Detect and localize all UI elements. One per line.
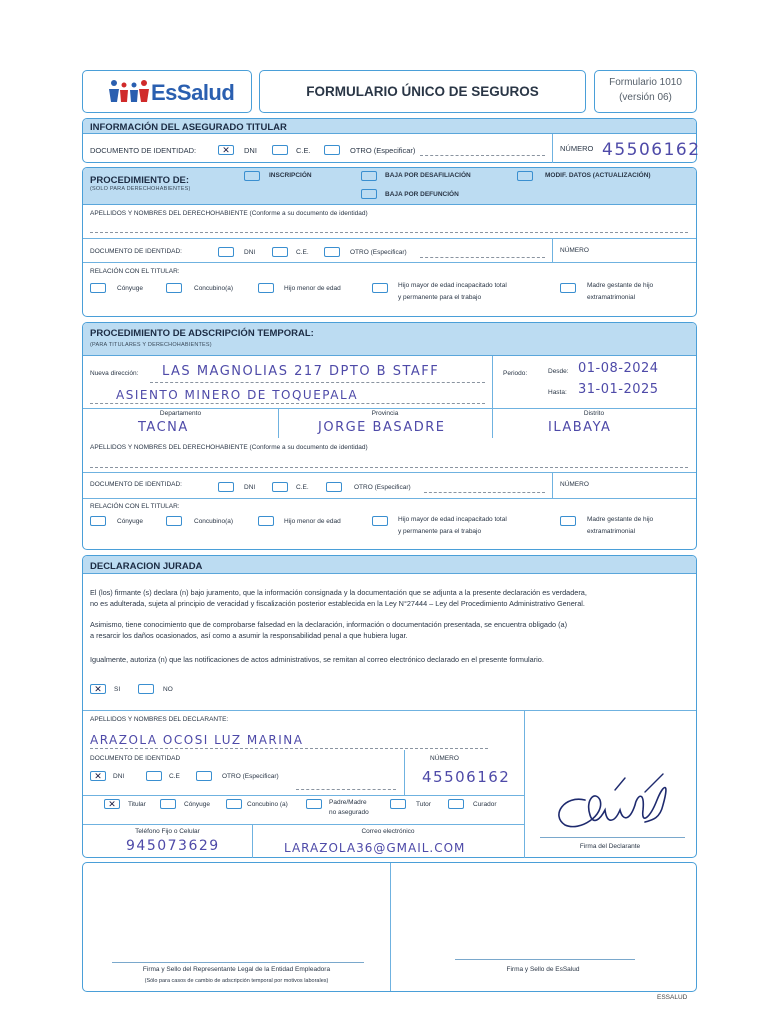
- adscripcion-divider-2: [83, 472, 696, 473]
- modif-datos-checkbox[interactable]: [517, 171, 533, 181]
- footer-text: ESSALUD: [657, 994, 688, 1001]
- rel-padre-checkbox[interactable]: [306, 799, 322, 809]
- proc-conyuge-checkbox[interactable]: [90, 283, 106, 293]
- provincia-label: Provincia: [371, 410, 399, 417]
- titular-doc-label: DOCUMENTO DE IDENTIDAD:: [90, 146, 197, 155]
- form-number-box: [594, 70, 697, 113]
- declarante-otro-label: OTRO (Especificar): [222, 773, 279, 780]
- adsc-otro-label: OTRO (Especificar): [354, 484, 411, 491]
- proc-otro-checkbox[interactable]: [324, 247, 340, 257]
- para1-line-1: El (los) firmante (s) declara (n) bajo juramento, que la información consignada y la documentación que se adjunta a la presente declaración es verdadera,: [90, 588, 587, 597]
- declaracion-paragraph-3: Igualmente, autoriza (n) que las notificaciones de actos administrativos, se remitan al correo electrónico declarado en el presente formulario.: [90, 655, 544, 664]
- rel-titular-label: Titular: [128, 801, 146, 808]
- baja-desafiliacion-label: BAJA POR DESAFILIACIÓN: [385, 172, 471, 179]
- titular-dni-label: DNI: [244, 146, 257, 155]
- declarante-value[interactable]: ARAZOLA OCOSI LUZ MARINA: [90, 733, 304, 747]
- notificaciones-no-checkbox[interactable]: [138, 684, 154, 694]
- desde-label: Desde:: [548, 368, 569, 375]
- adsc-dni-label: DNI: [244, 484, 256, 491]
- para2-line-1: Asimismo, tiene conocimiento que de comprobarse falsedad en la declaración, información o documentación presentada, se encuentra obligado (a): [90, 620, 568, 629]
- procedimiento-section-sub: (SOLO PARA DERECHOHABIENTES): [90, 186, 191, 192]
- proc-otro-line: [420, 257, 545, 258]
- titular-numero-value[interactable]: 45506162: [602, 140, 701, 160]
- rel-tutor-checkbox[interactable]: [390, 799, 406, 809]
- declaracion-divider-1: [83, 710, 696, 711]
- adsc-madre-label-2: extramatrimonial: [587, 528, 636, 535]
- baja-desafiliacion-checkbox[interactable]: [361, 171, 377, 181]
- adsc-ce-checkbox[interactable]: [272, 482, 288, 492]
- declaracion-paragraph-1: [90, 587, 700, 609]
- proc-ce-label: C.E.: [296, 249, 309, 256]
- direccion-dots-1: [150, 382, 485, 383]
- ubicacion-divider-2: [492, 408, 493, 438]
- proc-madre-label-1: Madre gestante de hijo: [587, 282, 654, 289]
- proc-hijo-mayor-label-2: y permanente para el trabajo: [398, 294, 482, 301]
- procedimiento-section-title: PROCEDIMIENTO DE:: [90, 175, 190, 186]
- titular-numero-label: NÚMERO: [560, 144, 594, 153]
- direccion-line-2[interactable]: ASIENTO MINERO DE TOQUEPALA: [116, 388, 359, 402]
- hasta-label: Hasta:: [548, 389, 567, 396]
- adsc-concubino-checkbox[interactable]: [166, 516, 182, 526]
- baja-defuncion-checkbox[interactable]: [361, 189, 377, 199]
- notificaciones-no-label: NO: [163, 686, 173, 693]
- declarante-label: APELLIDOS Y NOMBRES DEL DECLARANTE:: [90, 716, 229, 723]
- proc-concubino-label: Concubino(a): [194, 285, 234, 292]
- rel-curador-checkbox[interactable]: [448, 799, 464, 809]
- hasta-value[interactable]: 31-01-2025: [578, 382, 659, 397]
- proc-dni-checkbox[interactable]: [218, 247, 234, 257]
- proc-doc-label: DOCUMENTO DE IDENTIDAD:: [90, 248, 182, 255]
- distrito-label: Distrito: [583, 410, 605, 417]
- adsc-conyuge-label: Cónyuge: [117, 518, 144, 525]
- inscripcion-checkbox[interactable]: [244, 171, 260, 181]
- declaracion-divider-3: [83, 824, 524, 825]
- proc-hijo-menor-checkbox[interactable]: [258, 283, 274, 293]
- adsc-hijo-menor-label: Hijo menor de edad: [284, 518, 341, 525]
- declaracion-section-title: DECLARACION JURADA: [90, 561, 203, 572]
- proc-divider-1: [83, 238, 696, 239]
- page-title: FORMULARIO ÚNICO DE SEGUROS: [306, 84, 539, 99]
- rel-conyuge-label: Cónyuge: [184, 801, 211, 808]
- family-logo-icon: [107, 79, 151, 103]
- adsc-madre-checkbox[interactable]: [560, 516, 576, 526]
- proc-divider-2: [83, 262, 696, 263]
- adsc-divider-v: [552, 472, 553, 498]
- inscripcion-label: INSCRIPCIÓN: [269, 172, 312, 179]
- rel-curador-label: Curador: [473, 801, 497, 808]
- ubicacion-divider-1: [278, 408, 279, 438]
- proc-divider-v: [552, 238, 553, 262]
- proc-madre-label-2: extramatrimonial: [587, 294, 636, 301]
- periodo-label: Periodo:: [503, 370, 528, 377]
- logo-box: [82, 70, 252, 113]
- titular-ce-checkbox[interactable]: [272, 145, 288, 155]
- adscripcion-divider-1: [83, 408, 696, 409]
- para1-line-2: no es adulterada, sujeta al principio de veracidad y fiscalización posterior establecida en la Ley N°27444 – Ley del Procedimiento Administrativo General.: [90, 599, 585, 608]
- firma-essalud-line: [455, 959, 635, 960]
- declarante-ce-label: C.E: [169, 773, 180, 780]
- rel-concubino-checkbox[interactable]: [226, 799, 242, 809]
- proc-relacion-label: RELACIÓN CON EL TITULAR:: [90, 268, 180, 275]
- declaracion-firma-divider: [524, 710, 525, 858]
- telefono-value[interactable]: 945073629: [126, 838, 220, 854]
- periodo-divider: [492, 356, 493, 408]
- adscripcion-section-title: PROCEDIMIENTO DE ADSCRIPCIÓN TEMPORAL:: [90, 328, 314, 339]
- declarante-numero-label: NÚMERO: [430, 755, 459, 762]
- proc-concubino-checkbox[interactable]: [166, 283, 182, 293]
- declarante-otro-line: [296, 789, 396, 790]
- correo-value[interactable]: LARAZOLA36@GMAIL.COM: [284, 841, 466, 855]
- adscripcion-section-sub: (PARA TITULARES Y DERECHOHABIENTES): [90, 342, 212, 348]
- direccion-line-1[interactable]: LAS MAGNOLIAS 217 DPTO B STAFF: [162, 364, 440, 379]
- provincia-value[interactable]: JORGE BASADRE: [318, 420, 446, 435]
- adsc-relacion-label: RELACIÓN CON EL TITULAR:: [90, 503, 180, 510]
- form-number: Formulario 1010: [609, 77, 682, 88]
- firma-essalud-label: Firma y Sello de EsSalud: [506, 966, 580, 973]
- adsc-apellidos-label: APELLIDOS Y NOMBRES DEL DERECHOHABIENTE (Conforme a su documento de identidad): [90, 444, 368, 451]
- direccion-label: Nueva dirección:: [90, 370, 139, 377]
- proc-apellidos-label: APELLIDOS Y NOMBRES DEL DERECHOHABIENTE (Conforme a su documento de identidad): [90, 210, 368, 217]
- adsc-otro-line: [424, 492, 545, 493]
- rel-conyuge-checkbox[interactable]: [160, 799, 176, 809]
- titular-otro-label: OTRO (Especificar): [350, 146, 416, 155]
- proc-ce-checkbox[interactable]: [272, 247, 288, 257]
- departamento-label: Departamento: [159, 410, 202, 417]
- rel-padre-label-2: no asegurado: [329, 809, 369, 816]
- firma-declarante-line: [540, 837, 685, 838]
- adsc-otro-checkbox[interactable]: [326, 482, 342, 492]
- proc-conyuge-label: Cónyuge: [117, 285, 144, 292]
- declarante-ce-checkbox[interactable]: [146, 771, 162, 781]
- adsc-conyuge-checkbox[interactable]: [90, 516, 106, 526]
- proc-dni-label: DNI: [244, 249, 256, 256]
- distrito-value[interactable]: ILABAYA: [548, 420, 612, 435]
- declarante-signature-icon: [545, 770, 680, 840]
- proc-hijo-menor-label: Hijo menor de edad: [284, 285, 341, 292]
- declarante-doc-label: DOCUMENTO DE IDENTIDAD: [90, 755, 181, 762]
- proc-madre-checkbox[interactable]: [560, 283, 576, 293]
- adsc-ce-label: C.E.: [296, 484, 309, 491]
- departamento-value[interactable]: TACNA: [138, 420, 189, 435]
- firma-representante-note: (Sólo para casos de cambio de adscripción temporal por motivos laborales): [144, 978, 329, 984]
- adscripcion-divider-3: [83, 498, 696, 499]
- proc-apellidos-line: [90, 232, 688, 233]
- notificaciones-si-label: SI: [114, 686, 121, 693]
- firma-representante-label: Firma y Sello del Representante Legal de la Entidad Empleadora: [142, 966, 331, 973]
- proc-otro-label: OTRO (Especificar): [350, 249, 407, 256]
- declaracion-divider-2: [83, 795, 524, 796]
- adsc-doc-label: DOCUMENTO DE IDENTIDAD:: [90, 481, 182, 488]
- declarante-num-divider: [404, 750, 405, 795]
- titular-otro-checkbox[interactable]: [324, 145, 340, 155]
- adsc-hijo-mayor-label-2: y permanente para el trabajo: [398, 528, 482, 535]
- form-version: (versión 06): [619, 92, 672, 103]
- titular-ce-label: C.E.: [296, 146, 311, 155]
- firma-representante-line: [112, 962, 364, 963]
- rel-titular-checkbox[interactable]: ✕: [104, 799, 120, 809]
- declarante-dni-checkbox[interactable]: ✕: [90, 771, 106, 781]
- rel-padre-label-1: Padre/Madre: [329, 799, 367, 806]
- rel-tutor-label: Tutor: [416, 801, 431, 808]
- titular-divider: [552, 134, 553, 163]
- declaracion-paragraph-2: [90, 619, 700, 641]
- adsc-apellidos-line: [90, 467, 688, 468]
- adsc-hijo-menor-checkbox[interactable]: [258, 516, 274, 526]
- correo-label: Correo electrónico: [361, 828, 415, 835]
- adsc-hijo-mayor-label-1: Hijo mayor de edad incapacitado total: [398, 516, 507, 523]
- para2-line-2: a resarcir los daños ocasionados, así como a asumir la responsabilidad penal a que hubiera lugar.: [90, 631, 408, 640]
- declarante-dni-label: DNI: [113, 773, 125, 780]
- titular-section-title: INFORMACIÓN DEL ASEGURADO TITULAR: [90, 122, 287, 133]
- declarante-numero-value[interactable]: 45506162: [422, 768, 511, 786]
- declarante-line: [90, 748, 488, 749]
- adsc-numero-label: NÚMERO: [560, 481, 589, 488]
- direccion-dots-2: [90, 403, 485, 404]
- proc-hijo-mayor-checkbox[interactable]: [372, 283, 388, 293]
- adsc-concubino-label: Concubino(a): [194, 518, 234, 525]
- adsc-hijo-mayor-checkbox[interactable]: [372, 516, 388, 526]
- notificaciones-si-checkbox[interactable]: ✕: [90, 684, 106, 694]
- firma-declarante-label: Firma del Declarante: [579, 843, 641, 850]
- desde-value[interactable]: 01-08-2024: [578, 361, 659, 376]
- logo-text: EsSalud: [151, 80, 235, 105]
- proc-numero-label: NÚMERO: [560, 247, 589, 254]
- modif-datos-label: MODIF. DATOS (ACTUALIZACIÓN): [545, 172, 651, 179]
- telefono-label: Teléfono Fijo o Celular: [135, 828, 200, 835]
- adsc-madre-label-1: Madre gestante de hijo: [587, 516, 654, 523]
- adsc-dni-checkbox[interactable]: [218, 482, 234, 492]
- declarante-otro-checkbox[interactable]: [196, 771, 212, 781]
- titular-dni-checkbox[interactable]: ✕: [218, 145, 234, 155]
- title-box: [259, 70, 586, 113]
- proc-hijo-mayor-label-1: Hijo mayor de edad incapacitado total: [398, 282, 507, 289]
- baja-defuncion-label: BAJA POR DEFUNCIÓN: [385, 191, 459, 198]
- rel-concubino-label: Concubino (a): [247, 801, 288, 808]
- titular-otro-line: [420, 155, 545, 156]
